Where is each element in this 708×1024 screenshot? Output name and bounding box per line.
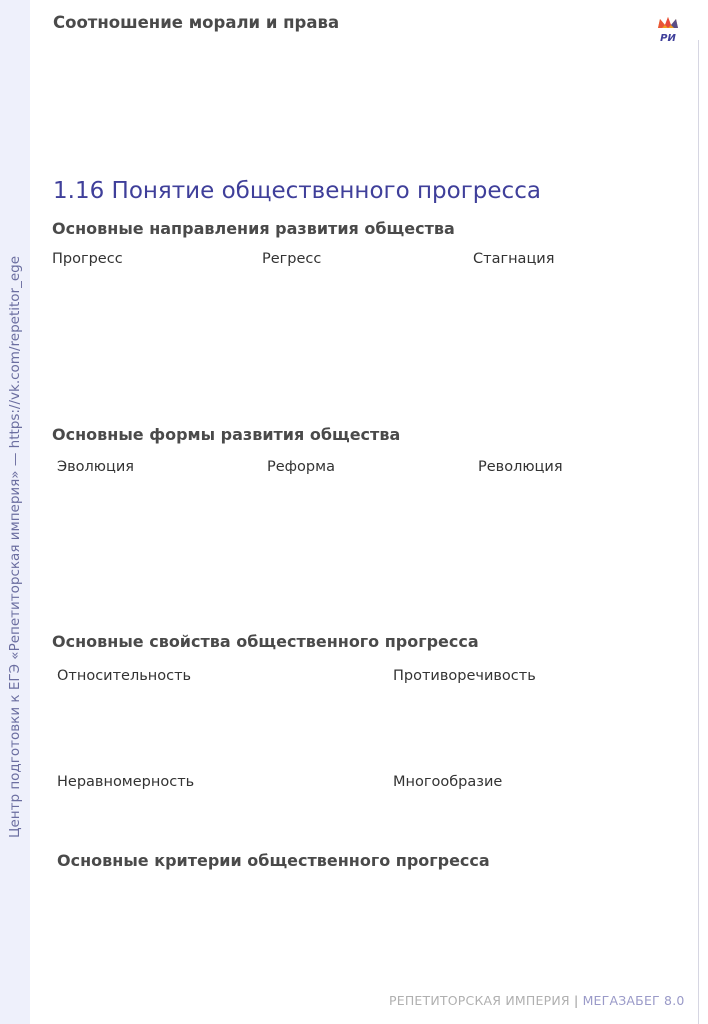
footer-brand: РЕПЕТИТОРСКАЯ ИМПЕРИЯ	[389, 993, 570, 1008]
section-title-properties: Основные свойства общественного прогресса	[52, 632, 479, 651]
item-stagnation: Стагнация	[473, 251, 555, 267]
item-revolution: Революция	[478, 459, 563, 475]
logo-text: РИ	[660, 33, 676, 44]
item-unevenness: Неравномерность	[57, 774, 195, 790]
item-regress: Регресс	[262, 251, 322, 267]
item-contradiction: Противоречивость	[393, 668, 536, 684]
section-title-directions: Основные направления развития общества	[52, 219, 455, 238]
sidebar-text: Центр подготовки к ЕГЭ «Репетиторская империя» — https://vk.com/repetitor_ege	[7, 255, 23, 839]
footer-separator: |	[573, 993, 579, 1008]
item-diversity: Многообразие	[393, 774, 503, 790]
crown-logo-icon	[655, 16, 681, 44]
item-progress: Прогресс	[52, 251, 123, 267]
header-title: Соотношение морали и права	[53, 13, 340, 32]
section-title-criteria: Основные критерии общественного прогресса	[57, 851, 490, 870]
page-border-right	[698, 40, 699, 1024]
item-reform: Реформа	[267, 459, 335, 475]
sidebar	[0, 0, 30, 1024]
logo	[655, 16, 681, 44]
footer	[389, 993, 685, 1008]
footer-event: МЕГАЗАБЕГ 8.0	[582, 993, 685, 1008]
page-title: 1.16 Понятие общественного прогресса	[53, 178, 541, 204]
item-evolution: Эволюция	[57, 459, 135, 475]
item-relativity: Относительность	[57, 668, 192, 684]
section-title-forms: Основные формы развития общества	[52, 425, 401, 444]
